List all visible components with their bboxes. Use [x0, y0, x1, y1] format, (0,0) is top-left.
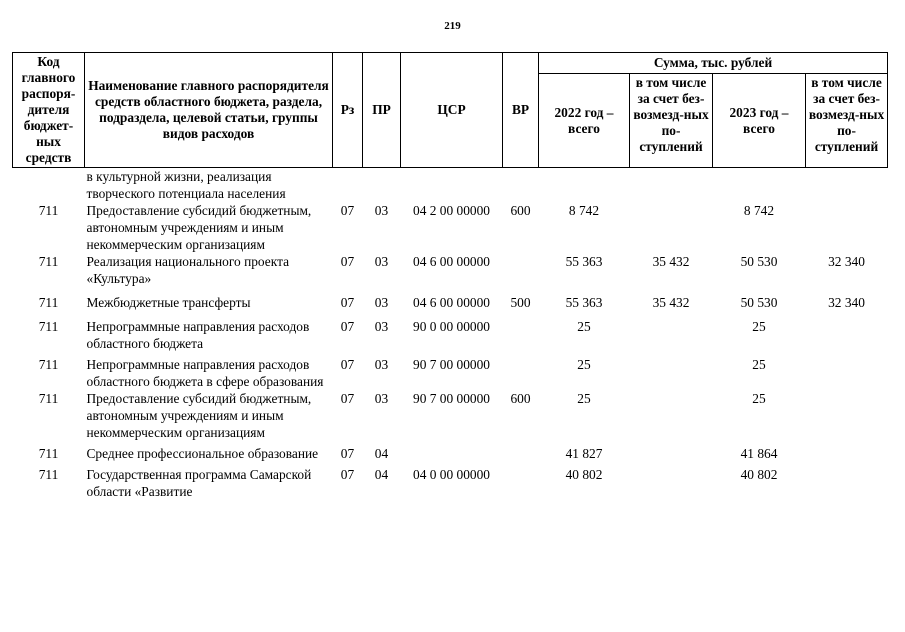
table-row	[13, 462, 888, 500]
table-row	[13, 253, 888, 287]
cell-2023-total	[713, 168, 806, 203]
table-row	[13, 441, 888, 462]
header-vr: ВР	[503, 53, 539, 168]
cell-rz: 07	[340, 357, 355, 372]
cell-2023-free	[806, 202, 888, 253]
cell-csr	[401, 441, 503, 462]
table-row	[13, 202, 888, 253]
cell-2022-free	[630, 390, 713, 441]
cell-vr	[503, 352, 539, 390]
cell-2022-total: 41 827	[565, 446, 603, 461]
cell-csr: 90 7 00 00000	[413, 357, 490, 372]
cell-rz: 07	[340, 467, 355, 482]
cell-csr: 90 0 00 00000	[413, 319, 490, 334]
cell-csr: 04 2 00 00000	[413, 203, 490, 218]
cell-vr	[503, 253, 539, 287]
cell-2022-free	[630, 441, 713, 462]
cell-code: 711	[38, 357, 59, 372]
cell-name: в культурной жизни, реализация творческого потенциала населения	[86, 169, 286, 201]
cell-2022-free	[630, 352, 713, 390]
budget-table	[12, 52, 888, 500]
cell-code: 711	[38, 391, 59, 406]
cell-2023-total: 25	[752, 391, 766, 406]
header-sum: Сумма, тыс. рублей	[539, 53, 888, 74]
table-body	[13, 168, 888, 501]
cell-2023-free	[806, 462, 888, 500]
cell-pr: 03	[374, 357, 389, 372]
header-code: Код главного распоря-дителя бюджет-ных средств	[13, 53, 85, 168]
cell-2022-total: 25	[577, 357, 591, 372]
cell-2022-total: 8 742	[568, 203, 600, 218]
cell-code: 711	[38, 203, 59, 218]
cell-vr	[503, 311, 539, 352]
cell-rz: 07	[340, 254, 355, 269]
cell-rz	[333, 168, 363, 203]
cell-2023-total: 40 802	[740, 467, 778, 482]
cell-code: 711	[38, 295, 59, 310]
cell-code: 711	[38, 254, 59, 269]
cell-csr: 04 6 00 00000	[413, 254, 490, 269]
header-2022-free: в том числе за счет без-возмезд-ных по-ступлений	[630, 74, 713, 168]
cell-csr: 04 6 00 00000	[413, 295, 490, 310]
cell-pr: 04	[374, 446, 389, 461]
cell-2023-total: 50 530	[740, 254, 778, 269]
header-name: Наименование главного распорядителя средств областного бюджета, раздела, подраздела, целевой статьи, группы видов расходов	[85, 53, 333, 168]
cell-code: 711	[38, 467, 59, 482]
cell-pr	[363, 168, 401, 203]
cell-2022-total	[539, 168, 630, 203]
cell-2023-total: 25	[752, 319, 766, 334]
cell-2022-free	[630, 462, 713, 500]
cell-name: Непрограммные направления расходов областного бюджета	[86, 319, 310, 351]
cell-vr: 500	[510, 295, 531, 310]
cell-csr: 90 7 00 00000	[413, 391, 490, 406]
cell-2023-free	[806, 390, 888, 441]
cell-2022-free	[630, 168, 713, 203]
table-row	[13, 287, 888, 311]
header-rz: Рз	[333, 53, 363, 168]
table-row	[13, 390, 888, 441]
cell-code: 711	[38, 319, 59, 334]
cell-2023-free: 32 340	[828, 295, 865, 310]
cell-code: 711	[38, 446, 59, 461]
cell-2022-free	[630, 202, 713, 253]
cell-csr	[401, 168, 503, 203]
cell-rz: 07	[340, 391, 355, 406]
cell-rz: 07	[340, 295, 355, 310]
cell-2022-total: 55 363	[565, 254, 603, 269]
cell-pr: 03	[374, 254, 389, 269]
cell-rz: 07	[340, 203, 355, 218]
cell-csr: 04 0 00 00000	[413, 467, 490, 482]
header-2023-free: в том числе за счет без-возмезд-ных по-ступлений	[806, 74, 888, 168]
cell-2022-total: 25	[577, 391, 591, 406]
cell-name: Среднее профессиональное образование	[86, 446, 319, 461]
cell-rz: 07	[340, 446, 355, 461]
cell-pr: 03	[374, 203, 389, 218]
cell-vr	[503, 462, 539, 500]
cell-2023-free	[806, 441, 888, 462]
cell-pr: 03	[374, 391, 389, 406]
cell-2022-free: 35 432	[652, 254, 690, 269]
cell-2023-total: 41 864	[740, 446, 778, 461]
cell-2023-free: 32 340	[828, 254, 865, 269]
cell-code	[13, 168, 85, 203]
cell-2022-free	[630, 311, 713, 352]
cell-2023-free	[806, 168, 888, 203]
cell-2022-free: 35 432	[652, 295, 690, 310]
cell-2023-total: 8 742	[743, 203, 775, 218]
cell-vr: 600	[510, 391, 531, 406]
cell-pr: 04	[374, 467, 389, 482]
cell-name: Межбюджетные трансферты	[86, 295, 251, 310]
cell-name: Реализация национального проекта «Культура»	[86, 254, 290, 286]
cell-name: Предоставление субсидий бюджетным, автономным учреждениям и иным некоммерческим организациям	[86, 391, 312, 440]
header-2022-total: 2022 год – всего	[539, 74, 630, 168]
cell-2023-total: 50 530	[740, 295, 778, 310]
table-row	[13, 168, 888, 203]
cell-2023-free	[806, 311, 888, 352]
cell-vr: 600	[510, 203, 531, 218]
header-csr: ЦСР	[401, 53, 503, 168]
cell-vr	[503, 441, 539, 462]
cell-2023-free	[806, 352, 888, 390]
cell-name: Государственная программа Самарской области «Развитие	[86, 467, 312, 499]
table-header	[13, 53, 888, 168]
cell-2023-total: 25	[752, 357, 766, 372]
cell-pr: 03	[374, 295, 389, 310]
cell-2022-total: 40 802	[565, 467, 603, 482]
cell-2022-total: 25	[577, 319, 591, 334]
table-row	[13, 352, 888, 390]
cell-rz: 07	[340, 319, 355, 334]
page-number: 219	[444, 20, 461, 32]
cell-2022-total: 55 363	[565, 295, 603, 310]
header-2023-total: 2023 год – всего	[713, 74, 806, 168]
cell-name: Непрограммные направления расходов областного бюджета в сфере образования	[86, 357, 324, 389]
cell-pr: 03	[374, 319, 389, 334]
header-pr: ПР	[363, 53, 401, 168]
table-row	[13, 311, 888, 352]
cell-vr	[503, 168, 539, 203]
cell-name: Предоставление субсидий бюджетным, автономным учреждениям и иным некоммерческим организациям	[86, 203, 312, 252]
